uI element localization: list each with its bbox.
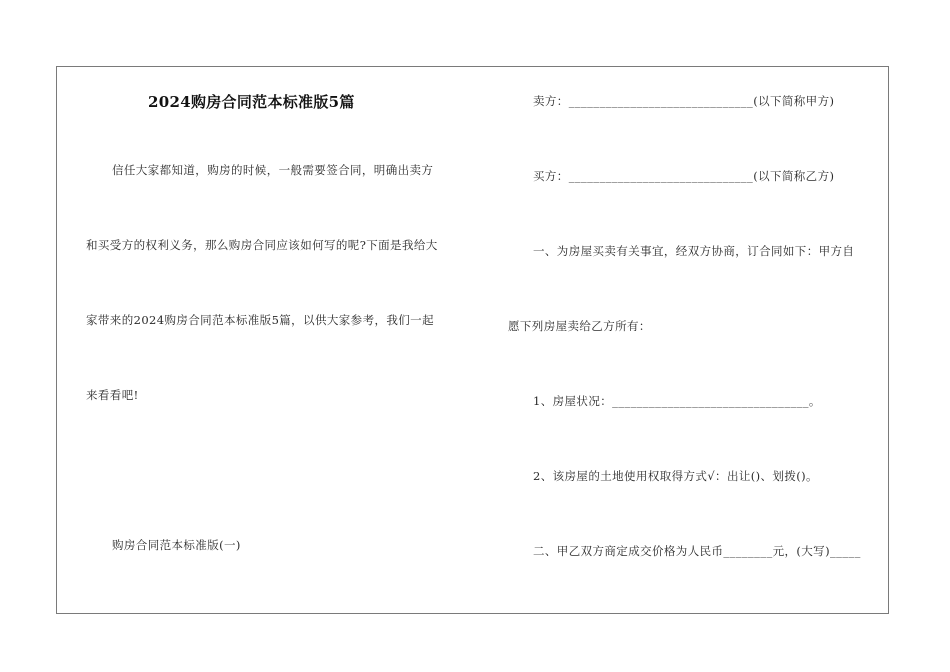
- page-border: [56, 66, 889, 614]
- intro-line-3: 家带来的2024购房合同范本标准版5篇，以供大家参考，我们一起: [86, 313, 434, 327]
- price-line: 二、甲乙双方商定成交价格为人民币________元，(大写)_____: [533, 544, 861, 558]
- intro-line-4: 来看看吧!: [86, 388, 139, 402]
- clause-one-line-1: 一、为房屋买卖有关事宜，经双方协商，订合同如下：甲方自: [533, 244, 855, 258]
- intro-line-1: 信任大家都知道，购房的时候，一般需要签合同，明确出卖方: [112, 163, 434, 177]
- clause-one-line-2: 愿下列房屋卖给乙方所有：: [508, 319, 651, 333]
- land-use-line: 2、该房屋的土地使用权取得方式√：出让()、划拨()。: [533, 469, 818, 483]
- document-title: 2024购房合同范本标准版5篇: [148, 93, 355, 111]
- section-heading: 购房合同范本标准版(一): [112, 538, 241, 552]
- seller-line: 卖方：______________________________(以下简称甲方): [533, 94, 835, 108]
- intro-line-2: 和买受方的权利义务，那么购房合同应该如何写的呢?下面是我给大: [86, 238, 438, 252]
- buyer-line: 买方：______________________________(以下简称乙方): [533, 169, 835, 183]
- house-status-line: 1、房屋状况：________________________________。: [533, 394, 821, 408]
